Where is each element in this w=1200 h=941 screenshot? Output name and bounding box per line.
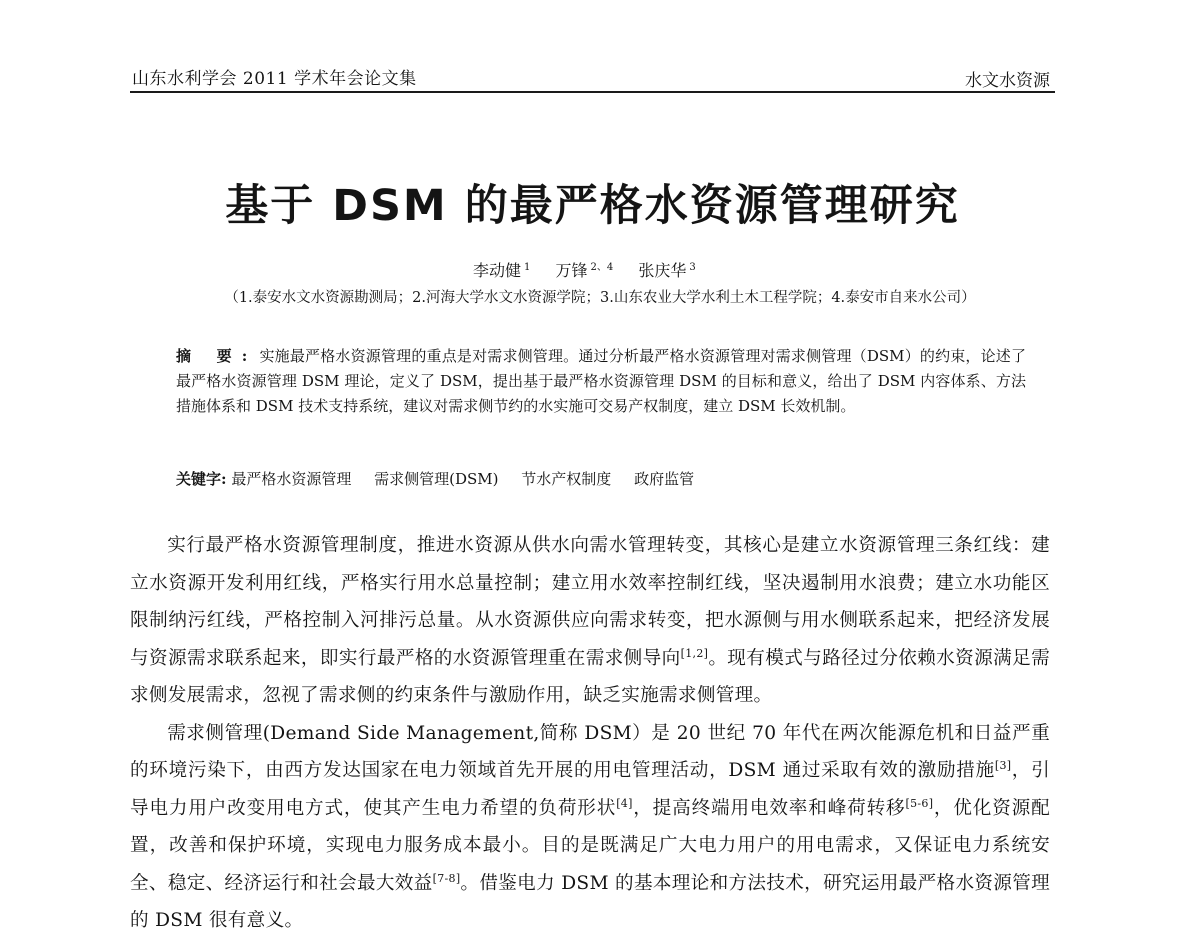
citation: [3] (994, 759, 1012, 772)
citation: [5-6] (905, 796, 934, 810)
body-text (130, 527, 1050, 940)
keywords-label: 关键字: (176, 470, 227, 488)
keywords (176, 468, 712, 489)
author: 万锋 $^{2、4}$ (555, 261, 614, 280)
running-header-right: 水文水资源 (965, 71, 1050, 91)
paragraph: 需求侧管理(Demand Side Management,简称 DSM）是 20 世纪 70 年代在两次能源危机和日益严重的环境污染下，由西方发达国家在电力领域首先开展的用电管理活动，DSM 通过采取有效的激励措施[3]，引导电力用户改变用电方式，使其产生电力希望的负荷形状[4]，提高终端用电效率和峰荷转移[5-6]，优化资源配置，改善和保护环境，实现电力服务成本最小。目的是既满足广大电力用户的用电需求，又保证电力系统安全、稳定、经济运行和社会最大效益[7-8]。借鉴电力 DSM 的基本理论和方法技术，研究运用最严格水资源管理的 DSM 很有意义。 (130, 722, 1050, 931)
keyword: 政府监管 (634, 470, 695, 488)
paragraph: 实行最严格水资源管理制度，推进水资源从供水向需水管理转变，其核心是建立水资源管理三条红线：建立水资源开发利用红线，严格实行用水总量控制；建立用水效率控制红线，坚决遏制用水浪费；建立水功能区限制纳污红线，严格控制入河排污总量。从水资源供应向需求转变，把水源侧与用水侧联系起来，把经济发展与资源需求联系起来，即实行最严格的水资源管理重在需求侧导向[1,2]。现有模式与路径过分依赖水资源满足需求侧发展需求，忽视了需求侧的约束条件与激励作用，缺乏实施需求侧管理。 (130, 535, 1050, 706)
affiliations: （1.泰安水文水资源勘测局；2.河海大学水文水资源学院；3.山东农业大学水利土木工程学院；4.泰安市自来水公司） (224, 290, 976, 306)
author: 张庆华 $^3$ (638, 261, 696, 280)
abstract-label: 摘 要: (176, 347, 258, 365)
citation: [4] (616, 796, 633, 810)
citation: [1,2] (680, 646, 709, 660)
citation: [7-8] (432, 871, 461, 885)
keyword: 需求侧管理(DSM) (374, 470, 499, 488)
abstract (176, 344, 1026, 419)
header-rule (130, 91, 1055, 93)
paper-title: 基于 DSM 的最严格水资源管理研究 (225, 181, 960, 231)
keyword: 最严格水资源管理 (231, 470, 352, 488)
running-header-left: 山东水利学会 2011 学术年会论文集 (132, 69, 417, 89)
abstract-text: 实施最严格水资源管理的重点是对需求侧管理。通过分析最严格水资源管理对需求侧管理（DSM）的约束，论述了最严格水资源管理 DSM 理论，定义了 DSM，提出基于最严格水资源管理 DSM 的目标和意义，给出了 DSM 内容体系、方法措施体系和 DSM 技术支持系统，建议对需求侧节约的水实施可交易产权制度，建立 DSM 长效机制。 (176, 347, 1026, 415)
keyword: 节水产权制度 (521, 470, 612, 488)
author-list (473, 258, 696, 281)
author: 李动健 $^1$ (473, 261, 531, 280)
